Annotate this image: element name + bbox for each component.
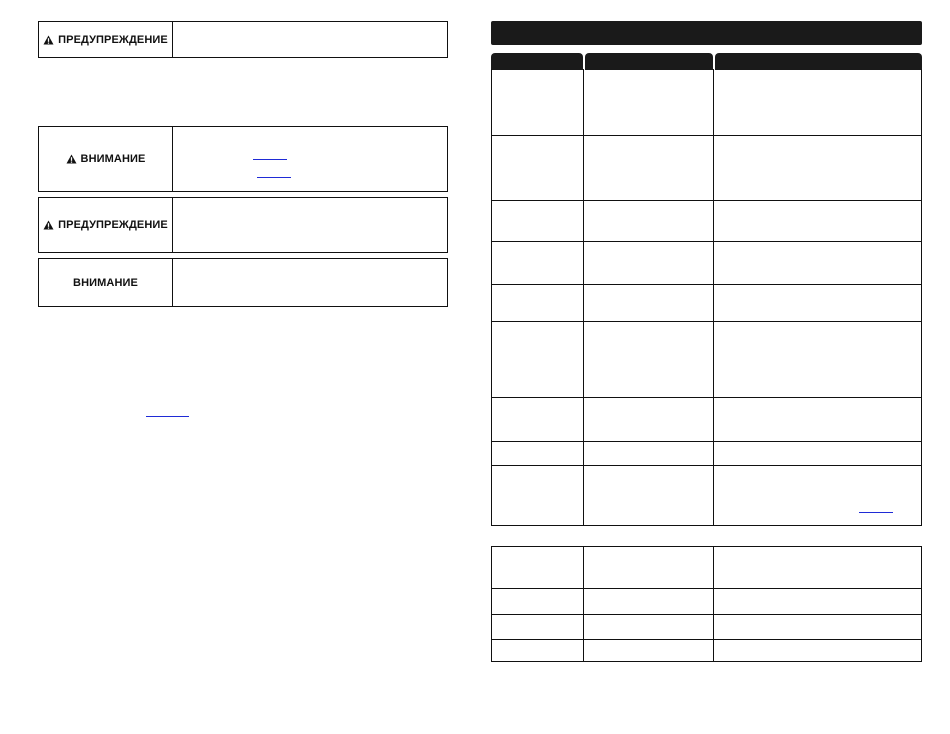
caution-label-cell [39, 127, 173, 191]
warning-label-text: ПРЕДУПРЕЖДЕНИЕ [58, 219, 168, 231]
table-row-divider [492, 465, 921, 466]
warning-triangle-icon [43, 220, 54, 230]
warning-label-cell [39, 198, 173, 252]
troubleshooting-table [491, 69, 922, 526]
table-row-divider [492, 135, 921, 136]
table-row-divider [492, 639, 921, 640]
caution-box-1 [38, 126, 448, 192]
warning-triangle-icon [43, 35, 54, 45]
table-row-divider [492, 200, 921, 201]
table-row-divider [492, 588, 921, 589]
table-row-divider [492, 241, 921, 242]
caution-label-text: ВНИМАНИЕ [73, 276, 138, 289]
warning-box-1 [38, 21, 448, 58]
table-row-divider [492, 321, 921, 322]
page-reference-link[interactable] [257, 177, 291, 178]
table-row-divider [492, 397, 921, 398]
page-reference-link[interactable] [146, 416, 189, 417]
column-header-2 [585, 53, 713, 70]
warning-text-area [173, 22, 447, 57]
column-header-3 [715, 53, 922, 70]
caution-box-2 [38, 258, 448, 307]
caution-text-area [173, 259, 447, 306]
warning-label-cell [39, 22, 173, 57]
table-row-divider [492, 441, 921, 442]
page-reference-link[interactable] [859, 512, 893, 513]
table-title-bar [491, 21, 922, 45]
caution-text-area [173, 127, 447, 191]
specifications-table [491, 546, 922, 662]
caution-label-cell [39, 259, 173, 306]
warning-text-area [173, 198, 447, 252]
page-reference-link[interactable] [253, 159, 287, 160]
caution-label-text: ВНИМАНИЕ [80, 153, 146, 165]
warning-box-2 [38, 197, 448, 253]
column-header-1 [491, 53, 583, 70]
warning-label-text: ПРЕДУПРЕЖДЕНИЕ [58, 33, 168, 46]
table-row-divider [492, 284, 921, 285]
table-row-divider [492, 614, 921, 615]
warning-triangle-icon [66, 154, 77, 164]
